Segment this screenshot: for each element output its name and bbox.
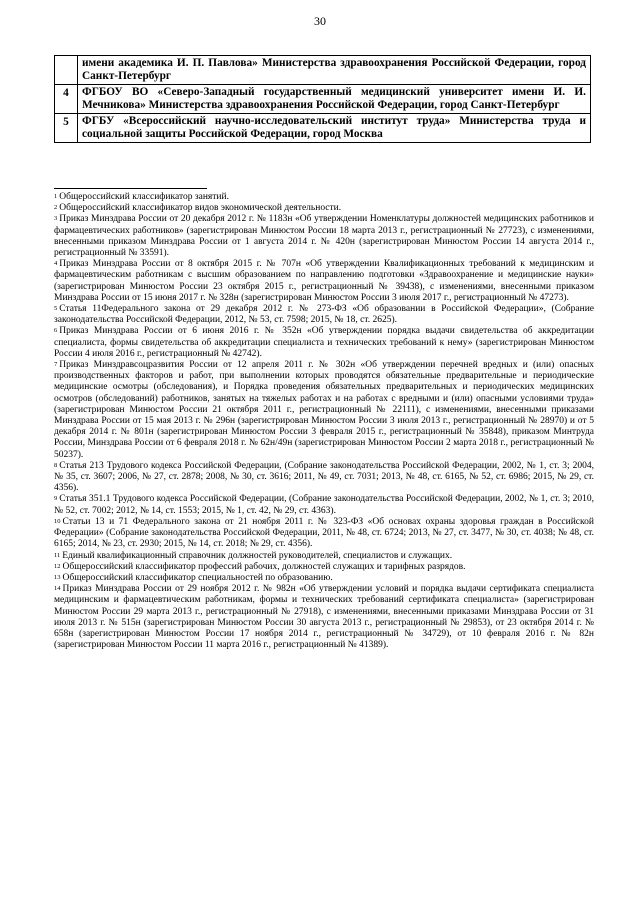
footnote — [54, 214, 594, 259]
footnote-text: Приказ Минздрава России от 6 июня 2016 г. № 352н «Об утверждении порядка выдачи свидетельства об аккредитации специалиста, формы свидетельства об аккредитации специалиста и технических требований к нему» (зарегистрирован Минюстом России 4 июля 2016 г., регистрационный № 42742). — [54, 326, 594, 359]
footnote-text: Единый квалификационный справочник должностей руководителей, специалистов и служащих. — [62, 550, 453, 561]
footnote-number: 5 — [54, 305, 58, 313]
footnote-number: 13 — [54, 573, 61, 581]
footnote-number: 1 — [54, 193, 58, 200]
footnote — [54, 203, 594, 214]
footnote-number: 9 — [54, 495, 58, 503]
footnote-number: 3 — [54, 215, 58, 223]
organization-name: ФГБУ «Всероссийский научно-исследовательский институт труда» Министерства труда и социальной защиты Российской Федерации, город Москва — [78, 114, 591, 143]
footnote — [54, 259, 594, 304]
footnote — [54, 192, 594, 203]
footnote-text: Приказ Минздрава России от 8 октября 2015 г. № 707н «Об утверждении Квалификационных требований к медицинским и фармацевтическим работникам с высшим образованием по направлению подготовки «Здравоохранение и медицинские науки» (зарегистрирован Минюстом России 23 октября 2015 г., регистрационный № 39438), с изменениями, внесенными приказом Минздрава России от 15 июня 2017 г. № 328н (зарегистрирован Минюстом России 3 июля 2017 г., регистрационный № 47273). — [54, 259, 594, 303]
footnote — [54, 360, 594, 461]
footnote-number: 11 — [54, 551, 61, 559]
footnote — [54, 562, 594, 573]
row-number: 4 — [55, 85, 78, 114]
footnote-text: Общероссийский классификатор видов экономической деятельности. — [59, 203, 342, 214]
footnote-number: 2 — [54, 204, 58, 212]
footnote — [54, 584, 594, 651]
footnote-text: Статья 11Федерального закона от 29 декабря 2012 г. № 273-ФЗ «Об образовании в Российской Федерации», (Собрание законодательства Российской Федерации, 2012, № 53, ст. 7598; 2015, № 18, ст. 2625). — [54, 304, 594, 326]
footnote-text: Статья 213 Трудового кодекса Российской Федерации, (Собрание законодательства Российской Федерации, 2002, № 1, ст. 3; 2004, № 35, ст. 3607; 2006, № 27, ст. 2878; 2008, № 30, ст. 3616; 2011, № 49, ст. 7031; 2013, № 48, ст. 6165, № 52, ст. 6986; 2015, № 29, ст. 4356). — [54, 460, 594, 494]
footnote — [54, 573, 594, 584]
footnote — [54, 494, 594, 516]
footnote-separator — [54, 188, 207, 189]
footnote-number: 4 — [54, 260, 58, 268]
footnote-number: 8 — [54, 461, 58, 469]
footnote-number: 12 — [54, 562, 61, 570]
organization-name: имени академика И. П. Павлова» Министерства здравоохранения Российской Федерации, город Санкт-Петербург — [78, 56, 591, 85]
footnote-number: 14 — [54, 585, 61, 593]
footnote — [54, 461, 594, 495]
footnote-text: Приказ Минздрава России от 29 ноября 2012 г. № 982н «Об утверждении условий и порядка выдачи сертификата специалиста медицинским и фармацевтическим работникам, формы и технических требований сертификата специалиста» (зарегистрирован Минюстом России 29 марта 2013 г., регистрационный № 27918), с изменениями, внесенными приказами Минздрава России от 31 июля 2013 г. № 515н (зарегистрирован Минюстом России 30 августа 2013 г., регистрационный № 29853), от 23 октября 2014 г. № 658н (зарегистрирован Минюстом России 17 ноября 2014 г., регистрационный № 34729), от 10 февраля 2016 г. № 82н (зарегистрирован Минюстом России 11 марта 2016 г., регистрационный № 41389). — [54, 584, 594, 651]
footnote — [54, 517, 594, 551]
footnote-number: 7 — [54, 361, 58, 369]
row-number: 5 — [55, 114, 78, 143]
footnote-number: 6 — [54, 327, 58, 335]
organizations-table — [54, 55, 591, 143]
footnotes-section — [54, 192, 594, 651]
footnote-text: Статьи 13 и 71 Федерального закона от 21 ноября 2011 г. № 323-ФЗ «Об основах охраны здоровья граждан в Российской Федерации» (Собрание законодательства Российской Федерации, 2011, № 48, ст. 6724; 2013, № 27, ст. 3477, № 30, ст. 4038; № 48, ст. 6165; 2014, № 23, ст. 2930; 2015, № 14, ст. 2018; № 29, ст. 4356). — [54, 516, 594, 550]
footnote-text: Общероссийский классификатор занятий. — [59, 192, 229, 202]
footnote-text: Общероссийский классификатор профессий рабочих, должностей служащих и тарифных разрядов. — [62, 561, 466, 572]
footnote-text: Приказ Минздравсоцразвития России от 12 апреля 2011 г. № 302н «Об утверждении перечней вредных и (или) опасных производственных факторов и работ, при выполнении которых проводятся обязательные предварительные и периодические медицинские осмотры (обследования), и Порядка проведения обязательных предварительных и периодических медицинских осмотров (обследований) работников, занятых на тяжелых работах и на работах с вредными и (или) опасными условиями труда» (зарегистрирован Минюстом России 21 октября 2011 г., регистрационный № 22111), с изменениями, внесенными приказами Минздрава России от 15 мая 2013 г. № 296н (зарегистрирован Минюстом России 3 июля 2013 г., регистрационный № 28970) и от 5 декабря 2014 г. № 801н (зарегистрирован Минюстом России 3 февраля 2015 г., регистрационный № 35848), приказом Минтруда России, Минздрава России от 6 февраля 2018 г. № 62н/49н (зарегистрирован Минюстом России 2 марта 2018 г., регистрационный № 50237). — [54, 360, 594, 460]
table-row — [55, 56, 591, 85]
row-number — [55, 56, 78, 85]
footnote — [54, 304, 594, 326]
table-row — [55, 114, 591, 143]
footnote-text: Приказ Минздрава России от 20 декабря 2012 г. № 1183н «Об утверждении Номенклатуры должностей медицинских работников и фармацевтических работников» (зарегистрирован Минюстом России 18 марта 2013 г., регистрационный № 27723), с изменениями, внесенными приказом Минздрава России от 1 августа 2014 г. № 420н (зарегистрирован Минюстом России 14 августа 2014 г., регистрационный № 33591). — [54, 214, 594, 259]
footnote — [54, 551, 594, 562]
table-row — [55, 85, 591, 114]
footnote-text: Общероссийский классификатор специальностей по образованию. — [62, 572, 333, 583]
footnote-number: 10 — [54, 517, 61, 525]
organization-name: ФГБОУ ВО «Северо-Западный государственный медицинский университет имени И. И. Мечникова» Министерства здравоохранения Российской Федерации, город Санкт-Петербург — [78, 85, 591, 114]
footnote-text: Статья 351.1 Трудового кодекса Российской Федерации, (Собрание законодательства Российской Федерации, 2002, № 1, ст. 3; 2010, № 52, ст. 7002; 2012, № 14, ст. 1553; 2015, № 1, ст. 42, № 29, ст. 4363). — [54, 494, 594, 516]
page-number: 30 — [314, 14, 326, 28]
footnote — [54, 326, 594, 360]
